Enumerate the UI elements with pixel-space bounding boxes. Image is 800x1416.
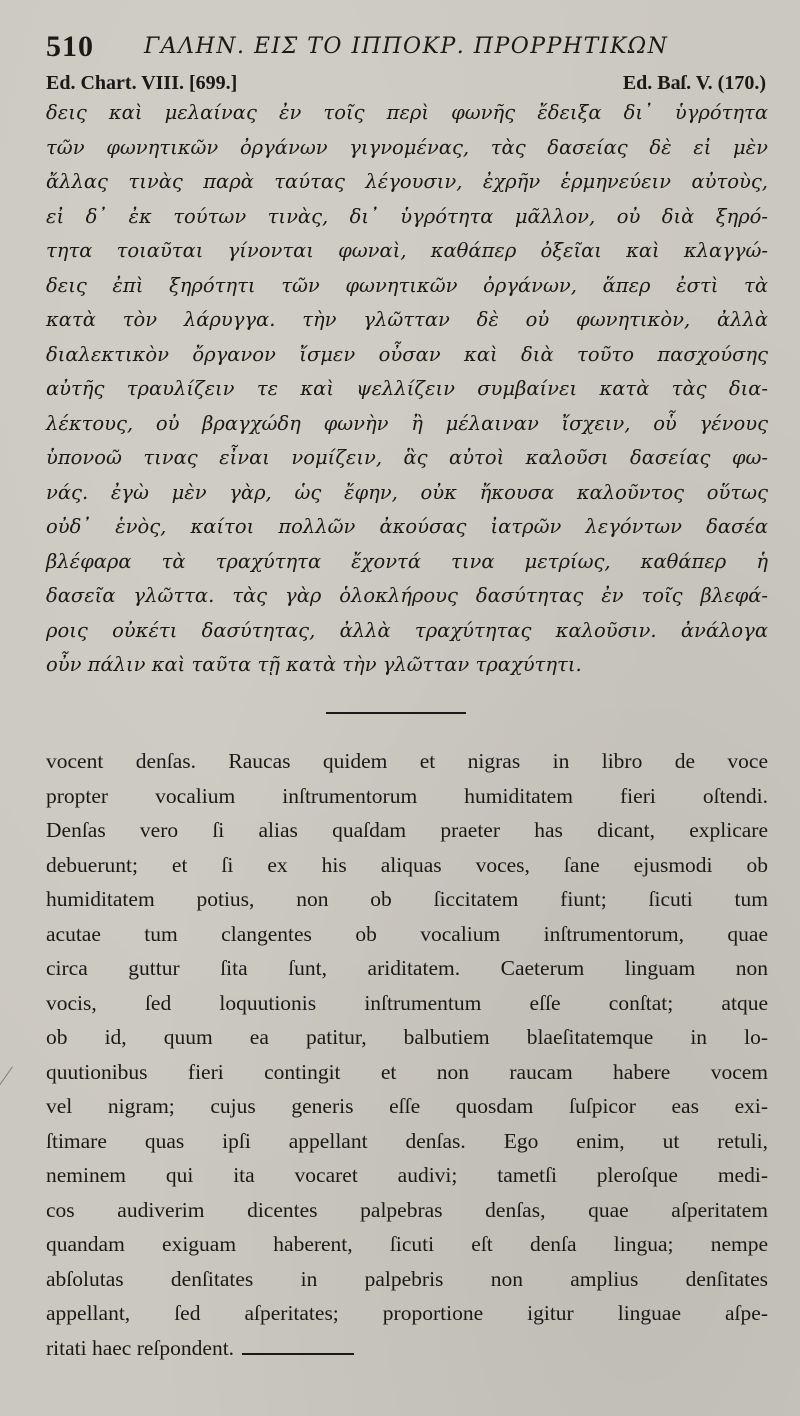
greek-line: δεις καὶ μελαίνας ἐν τοῖς περὶ φωνῆς ἔδειξα δι᾽ ὑγρότητα: [46, 101, 768, 124]
end-rule: [242, 1353, 354, 1355]
greek-line: οὖν πάλιν καὶ ταῦτα τῇ κατὰ τὴν γλῶτταν τραχύτητι.: [46, 653, 582, 676]
edition-basel: Ed. Baſ. V. (170.): [622, 72, 766, 94]
latin-line: Denſas vero ſi alias quaſdam praeter has dicant, explicare: [46, 818, 768, 842]
greek-line: κατὰ τὸν λάρυγγα. τὴν γλῶτταν δὲ οὐ φωνητικὸν, ἀλλὰ: [46, 308, 768, 331]
greek-line: ὑπονοῶ τινας εἶναι νομίζειν, ἃς αὐτοὶ καλοῦσι δασείας φω-: [46, 446, 768, 469]
greek-line: βλέφαρα τὰ τραχύτητα ἔχοντά τινα μετρίως, καθάπερ ἡ: [46, 549, 768, 573]
latin-line: debuerunt; et ſi ex his aliquas voces, ſane ejusmodi ob: [46, 852, 768, 877]
greek-line: δεις ἐπὶ ξηρότητι τῶν φωνητικῶν ὀργάνων, ἅπερ ἐστὶ τὰ: [46, 273, 768, 297]
latin-line-text: ritati haec reſpondent.: [46, 1335, 235, 1360]
latin-last-line: [46, 1331, 768, 1366]
greek-line: ἄλλας τινὰς παρὰ ταύτας λέγουσιν, ἐχρῆν ἑρμηνεύειν αὐτοὺς,: [46, 170, 768, 193]
latin-line: circa guttur ſita ſunt, ariditatem. Caeterum linguam non: [46, 956, 768, 980]
greek-line: τῶν φωνητικῶν ὀργάνων γιγνομένας, τὰς δασείας δὲ εἰ μὲν: [46, 135, 768, 159]
latin-text: [46, 744, 768, 1365]
greek-line: νάς. ἐγὼ μὲν γὰρ, ὡς ἔφην, οὐκ ἤκουσα καλοῦντος οὕτως: [46, 480, 768, 504]
greek-line: διαλεκτικὸν ὄργανον ἴσμεν οὖσαν καὶ διὰ τοῦτο πασχούσης: [46, 342, 768, 366]
greek-line: τητα τοιαῦται γίνονται φωναὶ, καθάπερ ὀξεῖαι καὶ κλαγγώ-: [46, 239, 768, 262]
latin-line: neminem qui ita vocaret audivi; tametſi pleroſque medi-: [46, 1163, 768, 1187]
latin-line: ſtimare quas ipſi appellant denſas. Ego enim, ut retuli,: [46, 1128, 768, 1153]
latin-line: vel nigram; cujus generis eſſe quosdam ſuſpicor eas exi-: [46, 1094, 768, 1118]
latin-line: cos audiverim dicentes palpebras denſas, quae aſperitatem: [46, 1197, 768, 1222]
running-title: ΓΑΛΗΝ. ΕΙΣ ΤΟ ΙΠΠΟΚΡ. ΠΡΟΡΡΗΤΙΚΩΝ: [144, 34, 669, 59]
latin-line: humiditatem potius, non ob ſiccitatem fiunt; ſicuti tum: [46, 887, 768, 911]
latin-line: vocis, ſed loquutionis inſtrumentum eſſe conſtat; atque: [46, 990, 768, 1015]
edition-line: [46, 72, 766, 98]
running-head: [46, 30, 766, 70]
section-divider: [326, 712, 466, 714]
margin-mark: [0, 1066, 23, 1093]
greek-line: ροις οὐκέτι δασύτητας, ἀλλὰ τραχύτητας καλοῦσιν. ἀνάλογα: [46, 618, 768, 642]
greek-line: λέκτους, οὐ βραγχώδη φωνὴν ἢ μέλαιναν ἴσχειν, οὗ γένους: [46, 411, 768, 435]
page-number: 510: [46, 30, 94, 63]
greek-line: αὐτῆς τραυλίζειν τε καὶ ψελλίζειν συμβαίνει κατὰ τὰς δια-: [46, 377, 768, 400]
latin-line: ob id, quum ea patitur, balbutiem blaeſitatemque in lo-: [46, 1025, 768, 1049]
latin-line: vocent denſas. Raucas quidem et nigras in libro de voce: [46, 749, 768, 773]
latin-line: appellant, ſed aſperitates; proportione igitur linguae aſpe-: [46, 1301, 768, 1325]
latin-line: abſolutas denſitates in palpebris non amplius denſitates: [46, 1266, 768, 1291]
latin-line: quutionibus fieri contingit et non raucam habere vocem: [46, 1059, 768, 1084]
latin-line: acutae tum clangentes ob vocalium inſtrumentorum, quae: [46, 921, 768, 946]
greek-line: οὐδ᾽ ἑνὸς, καίτοι πολλῶν ἀκούσας ἰατρῶν λεγόντων δασέα: [46, 515, 768, 538]
edition-chartier: Ed. Chart. VIII. [699.]: [46, 72, 238, 94]
greek-line: δασεῖα γλῶττα. τὰς γὰρ ὁλοκλήρους δασύτητας ἐν τοῖς βλεφά-: [46, 584, 768, 607]
latin-line: quandam exiguam haberent, ſicuti eſt denſa lingua; nempe: [46, 1232, 768, 1256]
latin-line: propter vocalium inſtrumentorum humiditatem fieri oſtendi.: [46, 783, 768, 808]
greek-text: [46, 96, 768, 683]
greek-line: εἰ δ᾽ ἐκ τούτων τινὰς, δι᾽ ὑγρότητα μᾶλλον, οὐ διὰ ξηρό-: [46, 204, 768, 228]
